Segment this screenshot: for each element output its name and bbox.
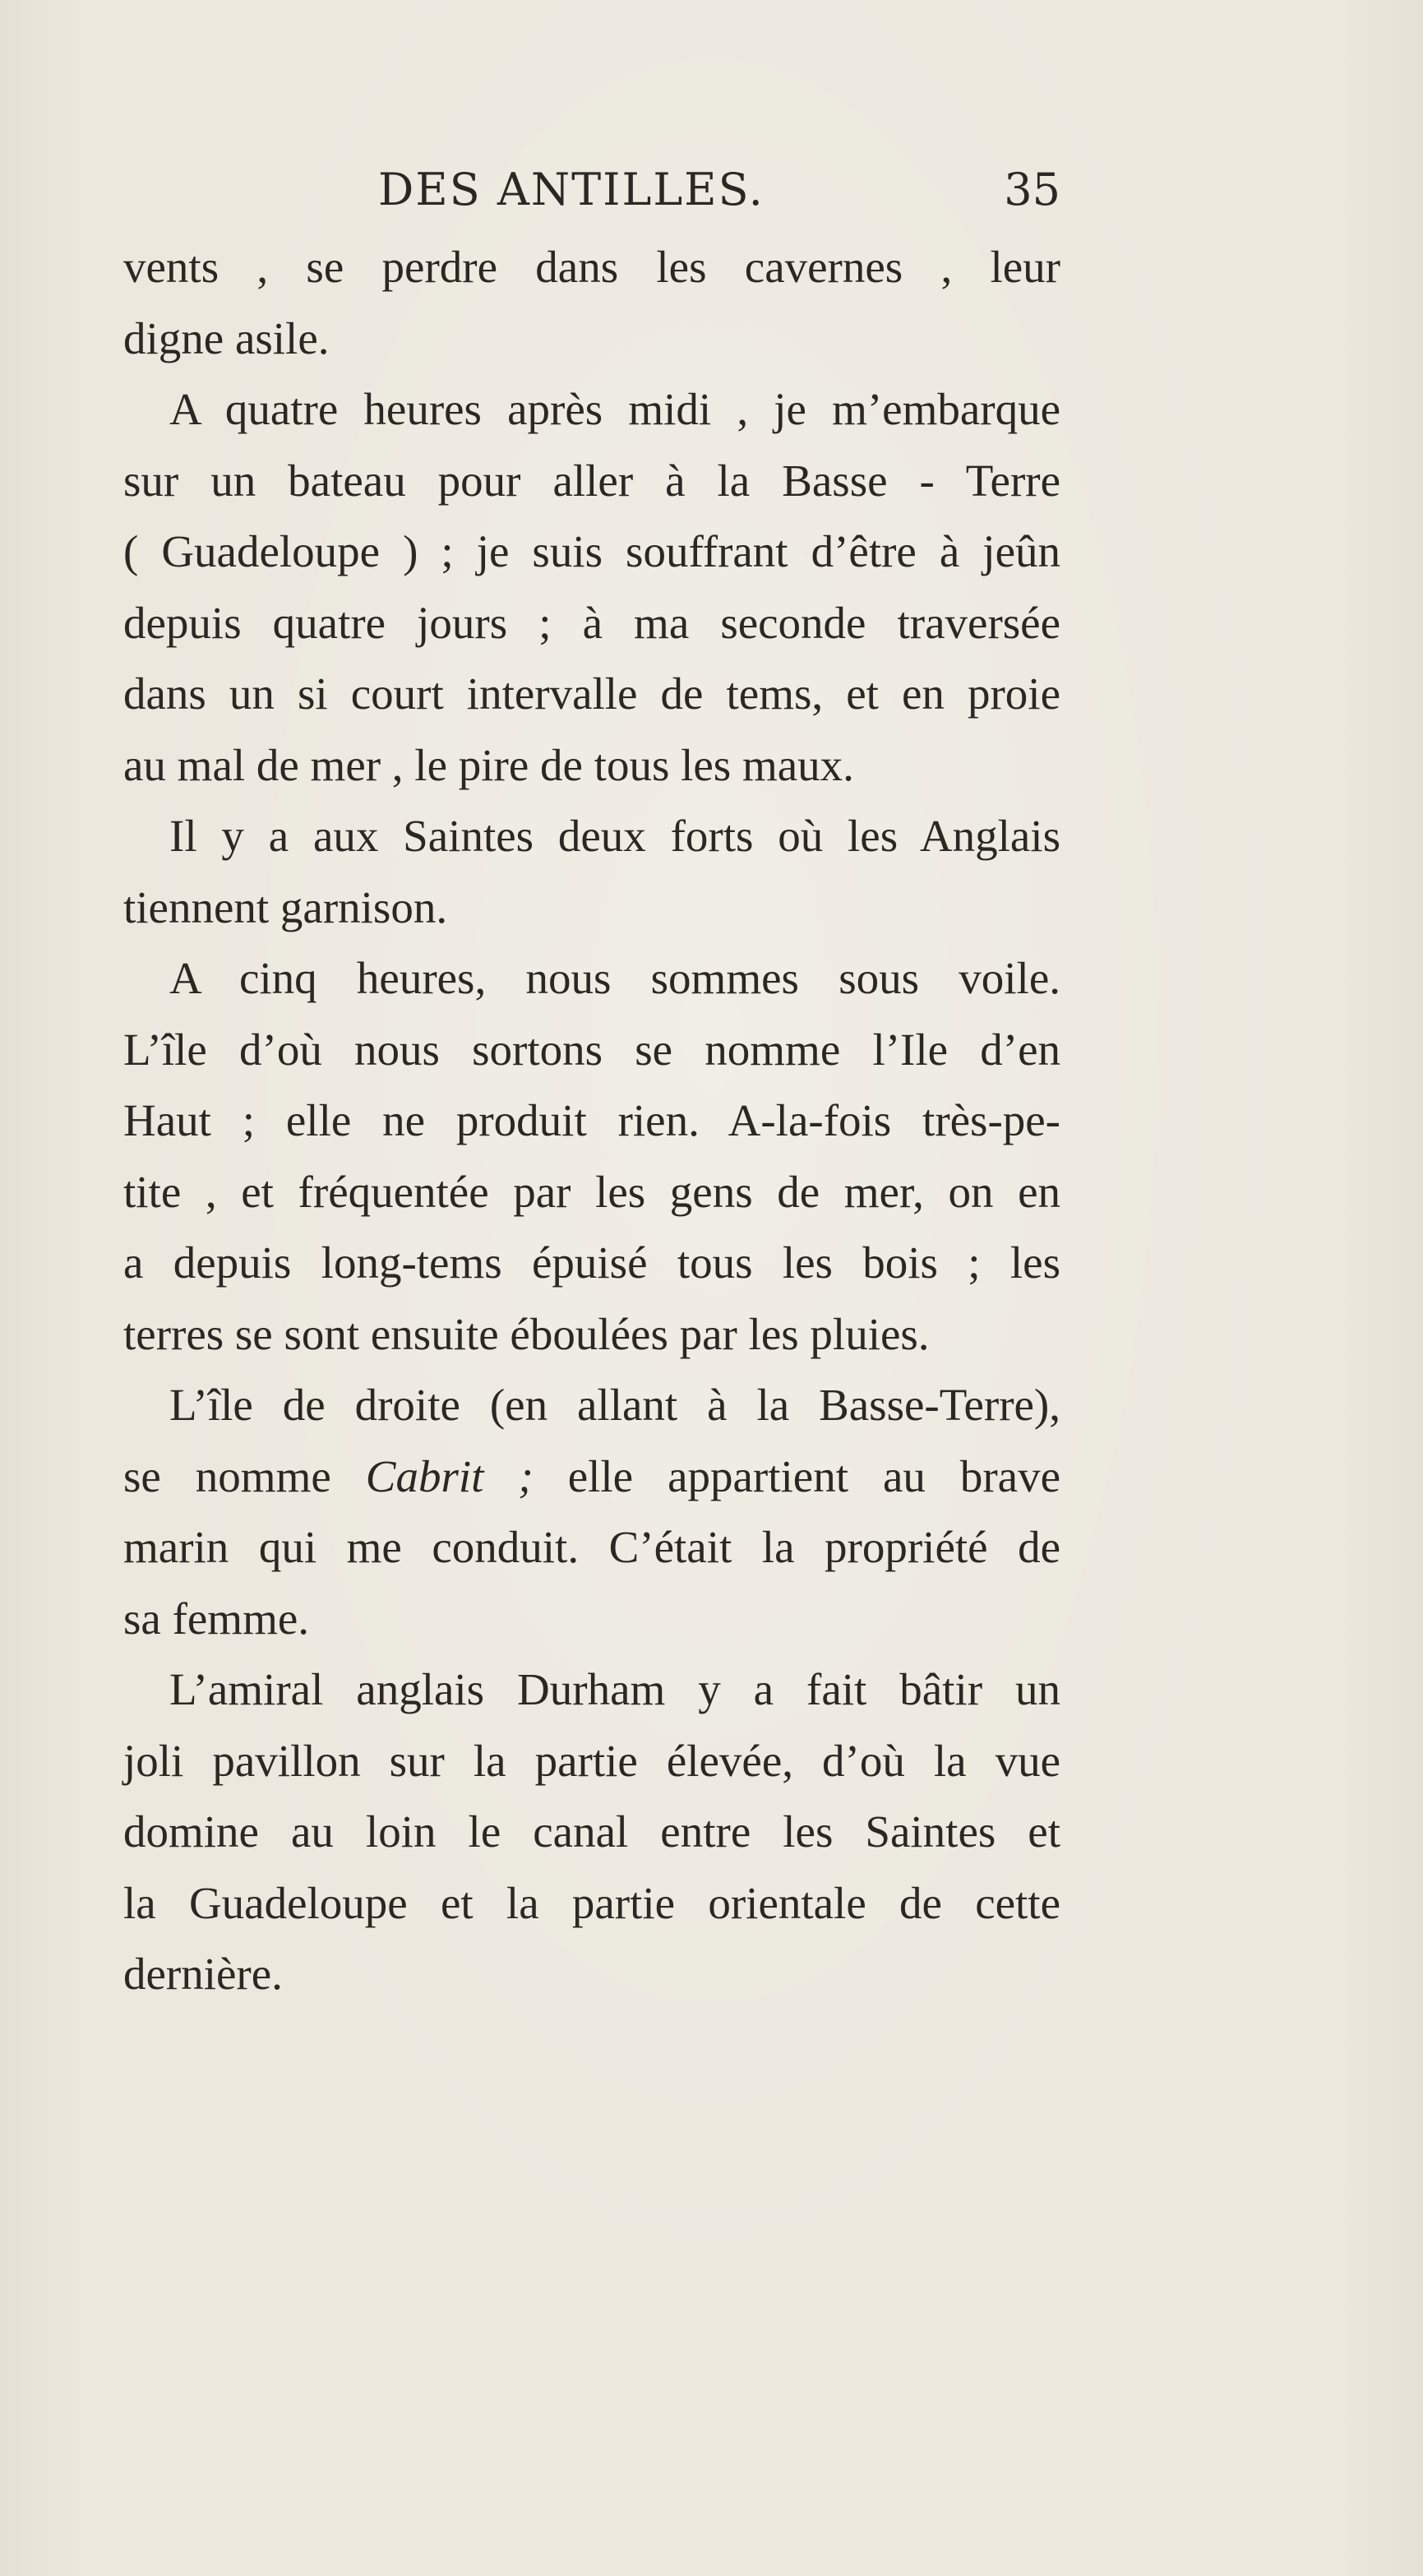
text-line: L’île de droite (en allant à la Basse-Terre), (169, 1380, 1060, 1430)
text-line: dernière. (123, 1949, 283, 1999)
paragraph-3 (123, 801, 1060, 943)
text-line: sur un bateau pour aller à la Basse - Terre (123, 455, 1060, 506)
text-line: depuis quatre jours ; à ma seconde traversée (123, 597, 1060, 648)
running-title: DES ANTILLES. (378, 164, 765, 215)
paragraph-4 (123, 943, 1060, 1370)
paragraph-2 (123, 374, 1060, 801)
paragraph-5 (123, 1370, 1060, 1654)
text-line: vents , se perdre dans les cavernes , leur (123, 242, 1060, 292)
text-line: Il y a aux Saintes deux forts où les Anglais (169, 811, 1060, 861)
text-line: sa femme. (123, 1593, 310, 1644)
body-text (123, 232, 1060, 2010)
text-line: L’amiral anglais Durham y a fait bâtir un (169, 1664, 1060, 1714)
text-line: domine au loin le canal entre les Saintes et (123, 1806, 1060, 1857)
text-line: marin qui me conduit. C’était la propriété de (123, 1522, 1060, 1572)
text-line: L’île d’où nous sortons se nomme l’Ile d’en (123, 1024, 1060, 1075)
text-line: tiennent garnison. (123, 881, 448, 932)
text-line: au mal de mer , le pire de tous les maux. (123, 739, 854, 790)
text-line-with-italic (123, 1441, 1060, 1513)
text-line: la Guadeloupe et la partie orientale de cette (123, 1877, 1060, 1928)
text-line: terres se sont ensuite éboulées par les pluies. (123, 1308, 930, 1359)
text-line: a depuis long-tems épuisé tous les bois ; les (123, 1237, 1060, 1288)
text-line: joli pavillon sur la partie élevée, d’où la vue (123, 1735, 1060, 1786)
page-number: 35 (1004, 164, 1060, 215)
text-segment: se nomme (123, 1450, 366, 1501)
text-line: A quatre heures après midi , je m’embarque (169, 384, 1060, 434)
paragraph-6 (123, 1654, 1060, 2010)
text-line: tite , et fréquentée par les gens de mer, on en (123, 1166, 1060, 1217)
text-line: Haut ; elle ne produit rien. A-la-fois très-pe- (123, 1095, 1060, 1145)
paragraph-1 (123, 232, 1060, 374)
text-line: dans un si court intervalle de tems, et en proie (123, 668, 1060, 719)
text-line: ( Guadeloupe ) ; je suis souffrant d’être à jeûn (123, 526, 1060, 576)
text-line: A cinq heures, nous sommes sous voile. (169, 953, 1060, 1003)
text-segment: elle appartient au brave (533, 1450, 1060, 1501)
text-line: digne asile. (123, 312, 330, 363)
italic-place-name: Cabrit ; (365, 1450, 534, 1501)
page-header (115, 161, 1060, 219)
